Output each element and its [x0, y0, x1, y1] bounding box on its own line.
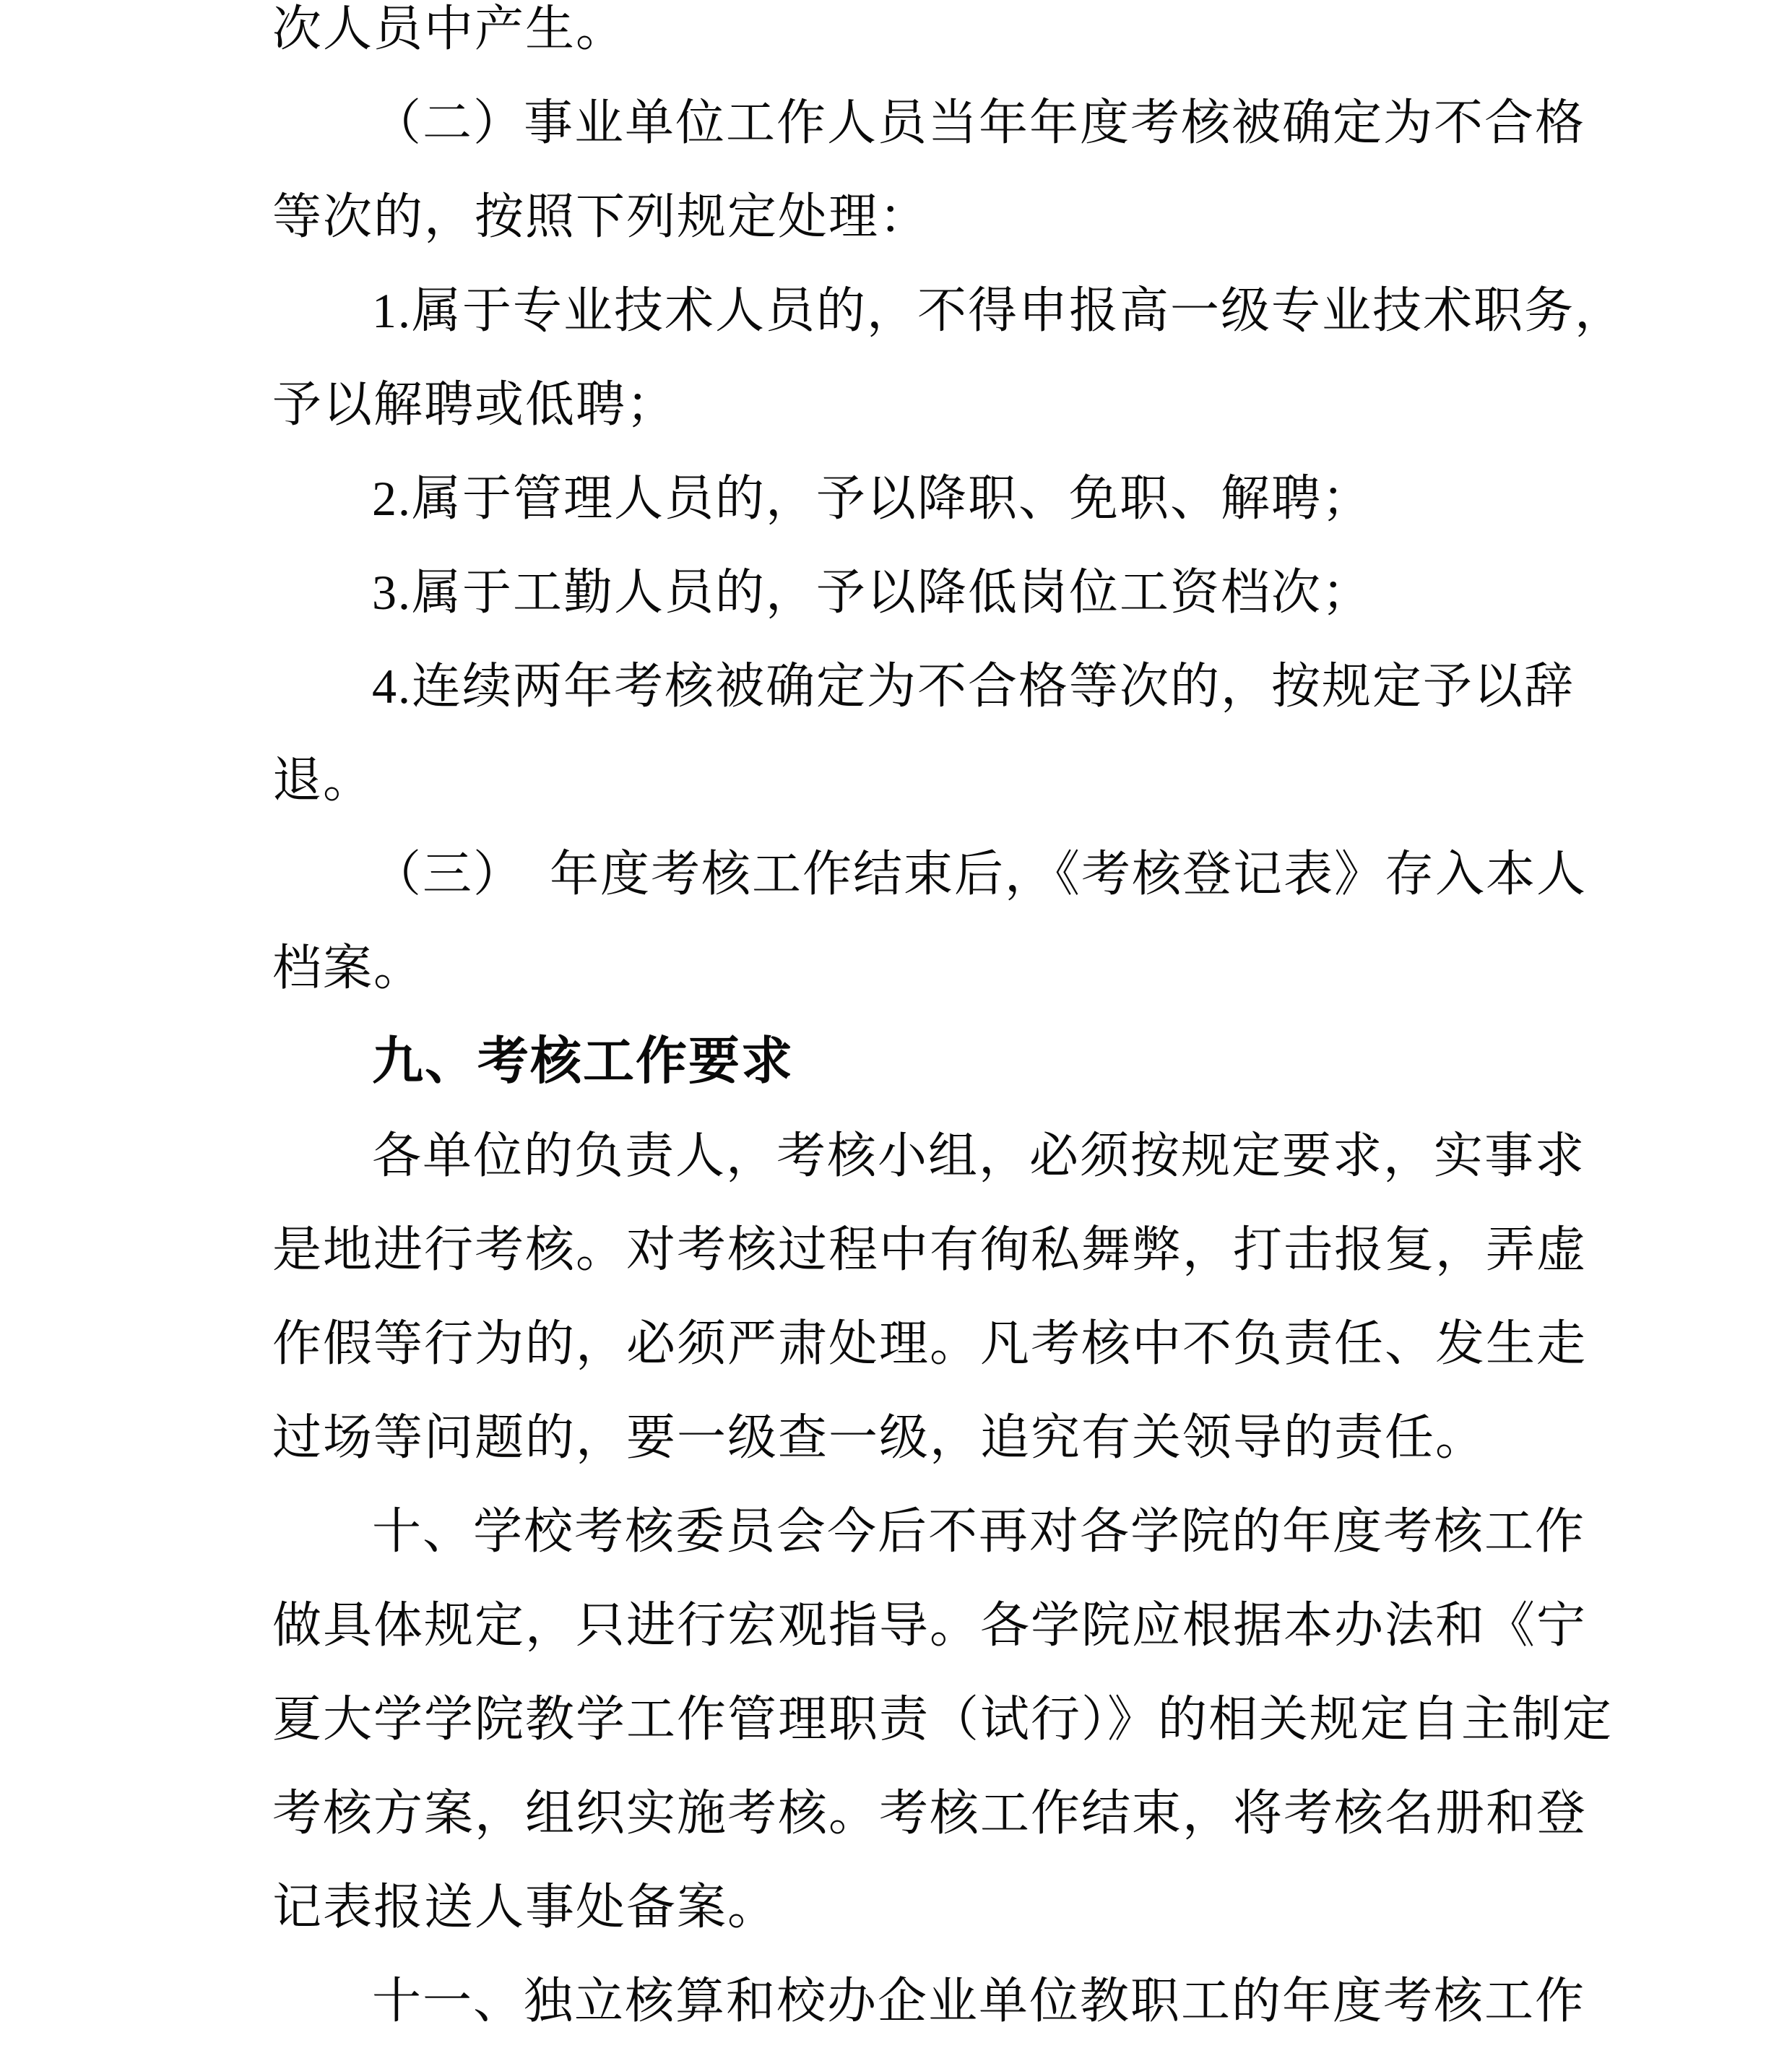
text-line: 退。	[272, 753, 374, 808]
text-line: 2.属于管理人员的，予以降职、免职、解聘；	[372, 471, 1373, 526]
document-page	[272, 0, 1626, 2048]
text-line: （三） 年度考核工作结束后，《考核登记表》存入本人	[372, 847, 1588, 902]
text-line: 记表报送人事处备案。	[272, 1880, 779, 1935]
text-line: 档案。	[272, 941, 425, 995]
text-line: 3.属于工勤人员的，予以降低岗位工资档次；	[372, 565, 1373, 620]
text-line: 1.属于专业技术人员的，不得申报高一级专业技术职务，	[372, 283, 1626, 338]
text-line: （二）事业单位工作人员当年年度考核被确定为不合格	[372, 95, 1586, 150]
text-line: 予以解聘或低聘；	[272, 377, 678, 432]
text-line: 4.连续两年考核被确定为不合格等次的，按规定予以辞	[372, 659, 1575, 714]
text-line: 做具体规定，只进行宏观指导。各学院应根据本办法和《宁	[272, 1598, 1588, 1653]
text-line: 夏大学学院教学工作管理职责（试行）》的相关规定自主制定	[272, 1692, 1614, 1747]
text-line: 次人员中产生。	[272, 1, 627, 56]
text-line: 等次的，按照下列规定处理：	[272, 189, 930, 244]
text-line: 十、学校考核委员会今后不再对各学院的年度考核工作	[372, 1504, 1586, 1559]
text-line: 考核方案，组织实施考核。考核工作结束，将考核名册和登	[272, 1786, 1588, 1841]
section-heading: 九、考核工作要求	[372, 1033, 795, 1090]
text-line: 是地进行考核。对考核过程中有徇私舞弊，打击报复，弄虚	[272, 1222, 1588, 1277]
text-line: 十一、独立核算和校办企业单位教职工的年度考核工作	[372, 1974, 1586, 2028]
text-line: 过场等问题的，要一级查一级，追究有关领导的责任。	[272, 1410, 1486, 1465]
text-line: 作假等行为的，必须严肃处理。凡考核中不负责任、发生走	[272, 1316, 1588, 1371]
text-line: 各单位的负责人，考核小组，必须按规定要求，实事求	[372, 1128, 1586, 1183]
